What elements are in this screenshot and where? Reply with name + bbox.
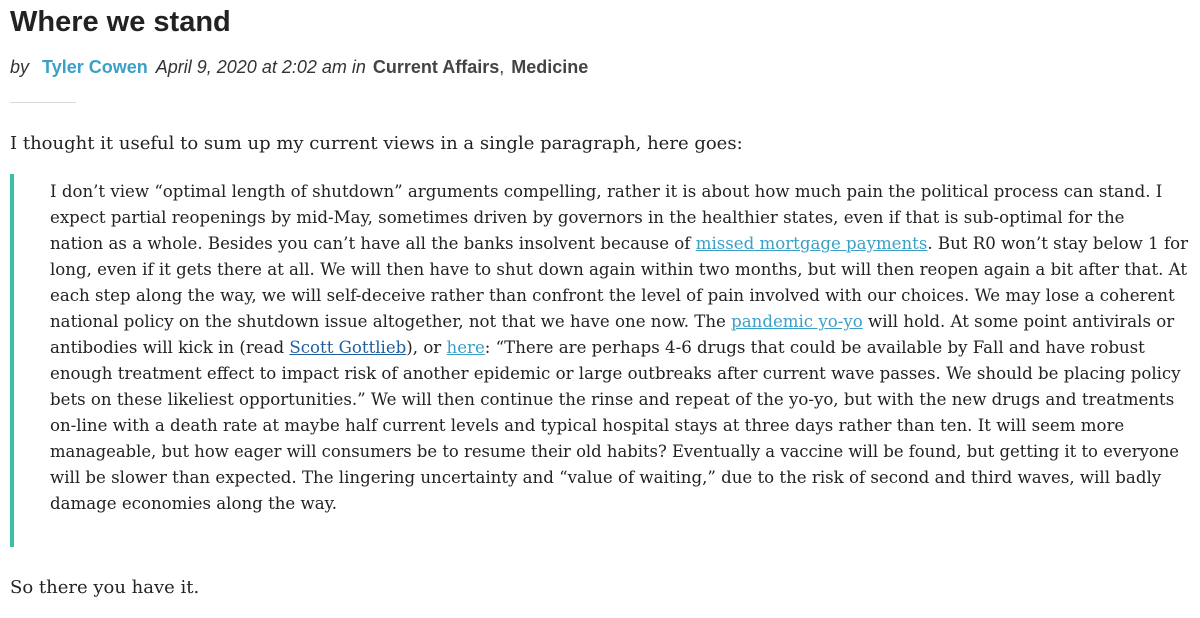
byline-by: by bbox=[10, 57, 30, 77]
quote-line: damage economies along the way. bbox=[50, 494, 338, 513]
scott-gottlieb-link[interactable]: Scott Gottlieb bbox=[289, 338, 407, 357]
quote-line: will be slower than expected. The lingering uncertainty and “value of waiting,” due to the risk of second and third waves, will badly bbox=[50, 468, 1162, 487]
quote-line: manageable, but how eager will consumers be to resume their old habits? Eventually a vaccine will be found, but getting it to everyone bbox=[50, 442, 1179, 461]
category-separator: , bbox=[499, 57, 505, 77]
post-title: Where we stand bbox=[10, 6, 231, 38]
here-link[interactable]: here bbox=[446, 338, 485, 357]
quote-line: each step along the way, we will self-deceive rather than confront the level of pain involved with our choices. We may lose a coherent bbox=[50, 286, 1175, 305]
post-date: April 9, 2020 at 2:02 am in bbox=[155, 57, 366, 77]
quote-line: I don’t view “optimal length of shutdown” arguments compelling, rather it is about how much pain the political process can stand. I bbox=[50, 182, 1163, 201]
quote-line: long, even if it gets there at all. We will then have to shut down again within two months, but will then reopen again a bit after that. At bbox=[50, 260, 1188, 279]
quote-line: antibodies will kick in (read Scott Gottlieb), or here: “There are perhaps 4-6 drugs that could be available by Fall and have robust bbox=[50, 338, 1145, 357]
quote-line: bets on these likeliest opportunities.” We will then continue the rinse and repeat of the yo-yo, but with the new drugs and treatments bbox=[50, 390, 1175, 409]
quote-line: nation as a whole. Besides you can’t have all the banks insolvent because of missed mortgage payments. But R0 won’t stay below 1 for bbox=[50, 234, 1189, 253]
missed-mortgage-payments-link[interactable]: missed mortgage payments bbox=[695, 234, 928, 253]
header-divider bbox=[10, 102, 76, 103]
author-link[interactable]: Tyler Cowen bbox=[42, 57, 148, 77]
pandemic-yo-yo-link[interactable]: pandemic yo-yo bbox=[731, 312, 863, 331]
blockquote bbox=[10, 174, 1193, 547]
quote-line: enough treatment effect to impact risk of another epidemic or large outbreaks after current wave passes. We should be placing policy bbox=[50, 364, 1181, 383]
intro-paragraph: I thought it useful to sum up my current views in a single paragraph, here goes: bbox=[10, 133, 743, 154]
byline bbox=[10, 55, 588, 79]
outro-paragraph: So there you have it. bbox=[10, 577, 200, 598]
category-link-medicine[interactable]: Medicine bbox=[511, 57, 589, 77]
category-link-current-affairs[interactable]: Current Affairs bbox=[372, 57, 500, 77]
quote-line: national policy on the shutdown issue altogether, not that we have one now. The pandemic yo-yo will hold. At some point antivirals or bbox=[50, 312, 1175, 331]
quote-line: on-line with a death rate at maybe half current levels and typical hospital stays at three days rather than ten. It will seem more bbox=[50, 416, 1125, 435]
quote-line: expect partial reopenings by mid-May, sometimes driven by governors in the healthier states, even if that is sub-optimal for the bbox=[50, 208, 1125, 227]
